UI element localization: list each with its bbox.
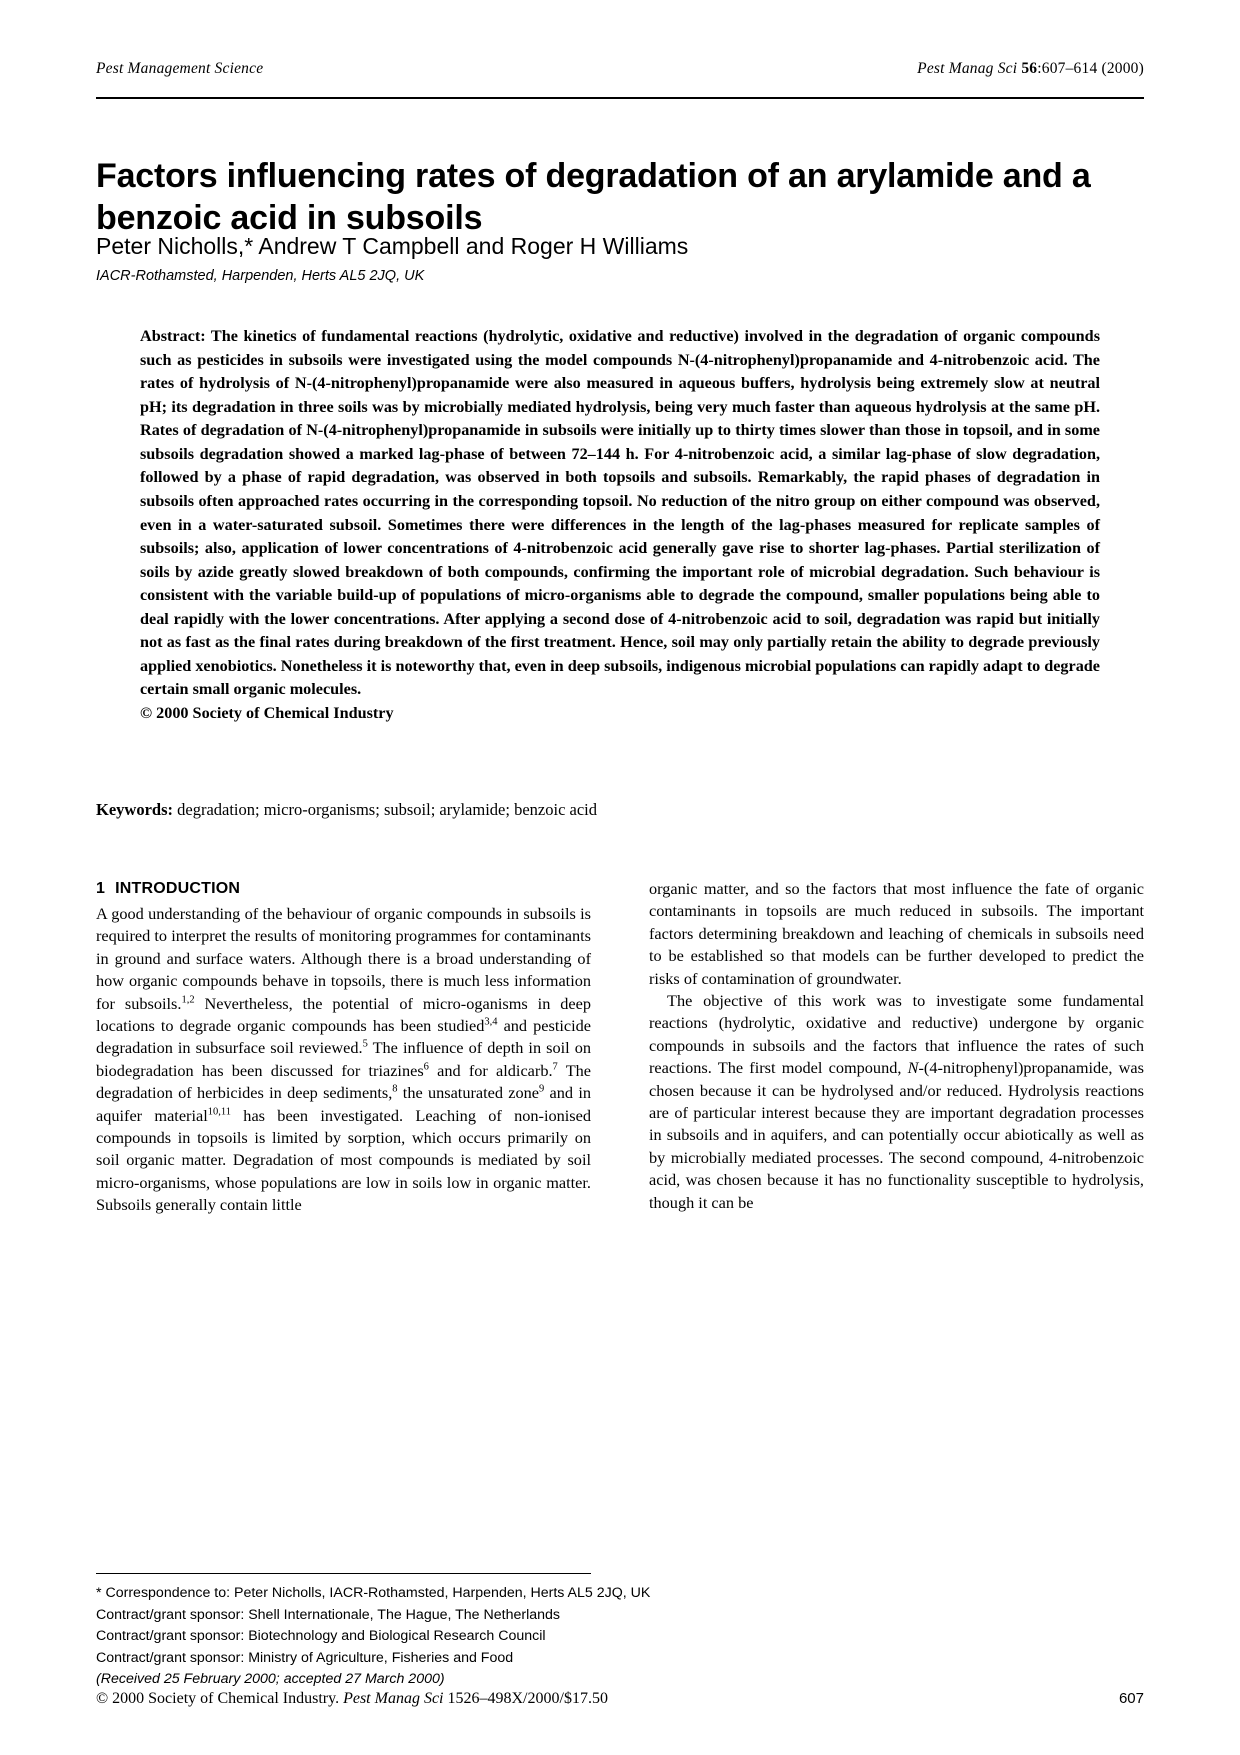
ref-sup-2: 3,4 bbox=[484, 1016, 498, 1028]
section-title: INTRODUCTION bbox=[115, 880, 241, 897]
section-number: 1 bbox=[96, 880, 106, 897]
intro-text-d: The influence of depth in soil on biodegradation has been discussed for triazines bbox=[96, 1038, 591, 1080]
keywords bbox=[96, 798, 1106, 821]
footnote-correspondence: * Correspondence to: Peter Nicholls, IACR-Rothamsted, Harpenden, Herts AL5 2JQ, UK bbox=[96, 1585, 651, 1601]
footer-copyright bbox=[96, 1690, 608, 1708]
ref-sup-8: 10,11 bbox=[207, 1106, 231, 1118]
header-divider bbox=[96, 97, 1144, 99]
intro-text-f: The degradation of herbicides in deep sediments, bbox=[96, 1060, 592, 1103]
ref-sup-3: 5 bbox=[362, 1039, 368, 1051]
author-list: Peter Nicholls,* Andrew T Campbell and Roger H Williams bbox=[96, 233, 689, 259]
running-head-pages: :607–614 (2000) bbox=[1037, 60, 1144, 77]
running-head bbox=[96, 60, 1144, 78]
ref-sup-1: 1,2 bbox=[181, 994, 195, 1006]
abstract-label: Abstract: bbox=[140, 327, 206, 345]
footer-issn: 1526–498X/2000/$17.50 bbox=[443, 1690, 608, 1707]
abstract bbox=[140, 325, 1100, 726]
running-head-left: Pest Management Science bbox=[96, 60, 264, 77]
keywords-label: Keywords: bbox=[96, 800, 173, 819]
running-head-volume: 56 bbox=[1021, 60, 1038, 77]
ref-sup-4: 6 bbox=[423, 1061, 429, 1073]
intro-text-b: Nevertheless, the potential of micro-oganisms in deep locations to degrade organic compounds has been studied bbox=[96, 993, 591, 1036]
objective-text-b: -(4-nitrophenyl)propanamide, was chosen because it can be hydrolysed and/or reduced. Hydrolysis reactions are of particular interest because they are important degradation processes in subsoils and in aquifers, and can potentially occur abiotically as well as by microbially mediated processes. The second compound, 4-nitrobenzoic acid, was chosen because it has no functionality susceptible to hydrolysis, though it can be bbox=[649, 1058, 1144, 1212]
running-head-right bbox=[917, 60, 1144, 78]
intro-text-g: the unsaturated zone bbox=[397, 1083, 540, 1103]
paragraph-intro-2: organic matter, and so the factors that most influence the fate of organic contaminants in topsoils are much reduced in subsoils. The important factors determining breakdown and leaching of chemicals in subsoils need to be established so that models can be further developed to predict the risks of contamination of groundwater. bbox=[649, 879, 1144, 988]
ref-sup-6: 8 bbox=[392, 1083, 398, 1095]
abstract-text: The kinetics of fundamental reactions (hydrolytic, oxidative and reductive) involved in the degradation of organic compounds such as pesticides in subsoils were investigated using the model compounds N-(4-nitrophenyl)propanamide and 4-nitrobenzoic acid. The rates of hydrolysis of N-(4-nitrophenyl)propanamide were also measured in aqueous buffers, hydrolysis being extremely slow at neutral pH; its degradation in three soils was by microbially mediated hydrolysis, being very much faster than aqueous hydrolysis at the same pH. Rates of degradation of N-(4-nitrophenyl)propanamide in subsoils were initially up to thirty times slower than those in topsoil, and in some subsoils degradation showed a marked lag-phase of between 72–144 h. For 4-nitrobenzoic acid, a similar lag-phase of slow degradation, followed by a phase of rapid degradation, was observed in both topsoils and subsoils. Remarkably, the rapid phases of degradation in subsoils often approached rates occurring in the corresponding topsoil. No reduction of the nitro group on either compound was observed, even in a water-saturated subsoil. Sometimes there were differences in the length of the lag-phases measured for replicate samples of subsoils; also, application of lower concentrations of 4-nitrobenzoic acid generally gave rise to shorter lag-phases. Partial sterilization of soils by azide greatly slowed breakdown of both compounds, confirming the important role of microbial degradation. Such behaviour is consistent with the variable build-up of populations of micro-organisms able to degrade the compound, smaller populations being able to deal rapidly with the lower concentrations. After applying a second dose of 4-nitrobenzoic acid to soil, degradation was rapid but initially not as fast as the final rates during breakdown of the first treatment. Hence, soil may only partially retain the ability to degrade previously applied xenobiotics. Nonetheless it is noteworthy that, even in deep subsoils, indigenous microbial populations can rapidly adapt to degrade certain small organic molecules. bbox=[140, 327, 1100, 699]
page-title: Factors influencing rates of degradation of an arylamide and a benzoic acid in subsoils bbox=[96, 156, 1091, 238]
intro-text-h: and in aquifer material bbox=[96, 1083, 591, 1125]
abstract-copyright: © 2000 Society of Chemical Industry bbox=[140, 704, 394, 722]
footnote-grant-3: Contract/grant sponsor: Ministry of Agriculture, Fisheries and Food bbox=[96, 1649, 514, 1666]
ref-sup-7: 9 bbox=[539, 1083, 545, 1095]
intro-text-e: and for aldicarb. bbox=[428, 1060, 553, 1080]
paragraph-intro-3 bbox=[649, 990, 1144, 1214]
footnote-grant-2: Contract/grant sponsor: Biotechnology and Biological Research Council bbox=[96, 1628, 546, 1645]
section-heading-introduction bbox=[96, 878, 591, 900]
keywords-value: degradation; micro-organisms; subsoil; arylamide; benzoic acid bbox=[173, 800, 597, 819]
affiliation: IACR-Rothamsted, Harpenden, Herts AL5 2JQ, UK bbox=[96, 268, 425, 284]
paragraph-intro-1 bbox=[96, 903, 591, 1217]
footer-copyright-text: © 2000 Society of Chemical Industry. bbox=[96, 1690, 340, 1707]
footnote-grant-1: Contract/grant sponsor: Shell Internationale, The Hague, The Netherlands bbox=[96, 1606, 561, 1623]
column-left bbox=[96, 878, 591, 1217]
compound-italic-n: N bbox=[907, 1058, 919, 1078]
column-right bbox=[649, 878, 1144, 1217]
footnote-received: (Received 25 February 2000; accepted 27 March 2000) bbox=[96, 1671, 445, 1688]
objective-text-a: The objective of this work was to investigate some fundamental reactions (hydrolytic, oxidative and reductive) undergone by organic compounds in subsoils and the factors that influence the rates of such reactions. The first model compound, bbox=[649, 991, 1144, 1078]
footnote-divider bbox=[96, 1573, 591, 1574]
footer-journal: Pest Manag Sci bbox=[339, 1690, 444, 1707]
page-footer bbox=[96, 1690, 1144, 1708]
body-columns bbox=[96, 878, 1144, 1217]
page-number: 607 bbox=[1118, 1690, 1144, 1707]
intro-text-i: has been investigated. Leaching of non-ionised compounds in topsoils is limited by sorption, which occurs primarily on soil organic matter. Degradation of most compounds is mediated by soil micro-organisms, whose populations are low in soils low in organic matter. Subsoils generally contain little bbox=[96, 1105, 592, 1215]
intro-text-c: and pesticide degradation in subsurface soil reviewed. bbox=[96, 1016, 591, 1058]
footnotes bbox=[96, 1583, 996, 1691]
running-head-journal: Pest Manag Sci bbox=[917, 60, 1018, 77]
intro-text-a: A good understanding of the behaviour of organic compounds in subsoils is required to interpret the results of monitoring programmes for contaminants in ground and surface waters. Although there is a broad understanding of how organic compounds behave in topsoils, there is much less information for subsoils. bbox=[96, 904, 591, 1013]
ref-sup-5: 7 bbox=[552, 1061, 558, 1073]
